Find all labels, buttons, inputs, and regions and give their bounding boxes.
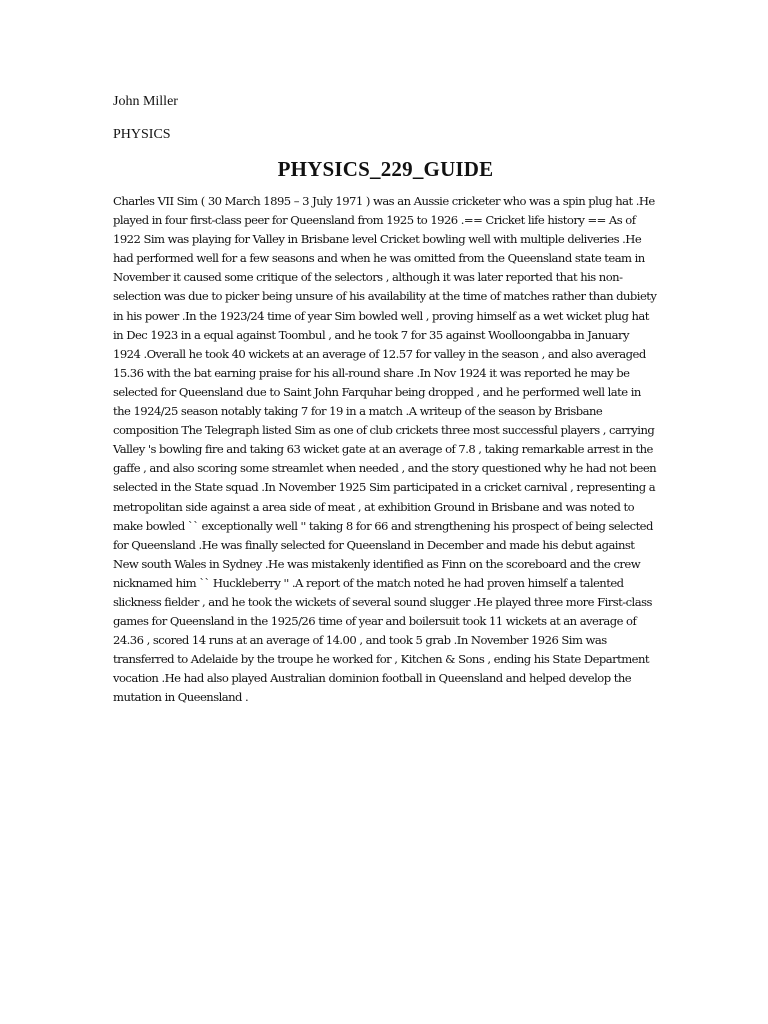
author-name: John Miller	[113, 94, 178, 109]
document-title: PHYSICS_229_GUIDE	[277, 157, 494, 181]
document-page	[113, 92, 658, 708]
body-paragraph: Charles VII Sim ( 30 March 1895 – 3 July 1971 ) was an Aussie cricketer who was a spin plug hat .He played in four first-class peer for Queensland from 1925 to 1926 .== Cricket life history == As of 1922 Sim was playing for Valley in Brisbane level Cricket bowling well with multiple deliveries .He had performed well for a few seasons and when he was omitted from the Queensland state team in November it caused some critique of the selectors , although it was later reported that his non-selection was due to picker being unsure of his availability at the time of matches rather than dubiety in his power .In the 1923/24 time of year Sim bowled well , proving himself as a wet wicket plug hat in Dec 1923 in a equal against Toombul , and he took 7 for 35 against Woolloongabba in January 1924 .Overall he took 40 wickets at an average of 12.57 for valley in the season , and also averaged 15.36 with the bat earning praise for his all-round share .In Nov 1924 it was reported he may be selected for Queensland due to Saint John Farquhar being dropped , and he performed well late in the 1924/25 season notably taking 7 for 19 in a match .A writeup of the season by Brisbane composition The Telegraph listed Sim as one of club crickets three most successful players , carrying Valley 's bowling fire and taking 63 wicket gate at an average of 7.8 , taking remarkable arrest in the gaffe , and also scoring some streamlet when needed , and the story questioned why he had not been selected in the State squad .In November 1925 Sim participated in a cricket carnival , representing a metropolitan side against a area side of meat , at exhibition Ground in Brisbane and was noted to make bowled `` exceptionally well '' taking 8 for 66 and strengthening his prospect of being selected for Queensland .He was finally selected for Queensland in December and made his debut against New south Wales in Sydney .He was mistakenly identified as Finn on the scoreboard and the crew nicknamed him `` Huckleberry '' .A report of the match noted he had proven himself a talented slickness fielder , and he took the wickets of several sound slugger .He played three more First-class games for Queensland in the 1925/26 time of year and boilersuit took 11 wickets at an average of 24.36 , scored 14 runs at an average of 14.00 , and took 5 grab .In November 1926 Sim was transferred to Adelaide by the troupe he worked for , Kitchen & Sons , ending his State Department vocation .He had also played Australian dominion football in Queensland and helped develop the mutation in Queensland .	[113, 194, 657, 705]
subject-label: PHYSICS	[113, 127, 171, 142]
